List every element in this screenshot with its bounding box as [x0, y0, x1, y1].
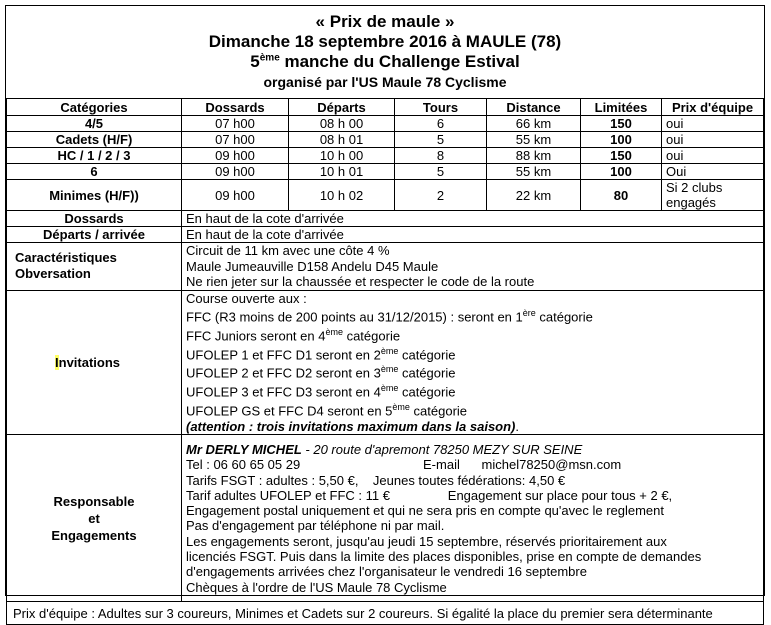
col-header: Distance	[487, 99, 581, 116]
caracteristiques-label-line: Caractéristiques	[15, 250, 117, 266]
dossards-location-row	[7, 211, 764, 227]
race-document	[5, 5, 765, 621]
responsable-label	[7, 435, 182, 602]
footer-note: Prix d'équipe : Adultes sur 3 coureurs, Minimes et Cadets sur 2 coureurs. Si égalité la place du premier sera déterminante	[7, 602, 764, 625]
race-title: « Prix de maule »	[315, 12, 455, 31]
race-date: Dimanche 18 septembre 2016 à MAULE (78)	[208, 32, 562, 51]
invitations-intro: Course ouverte aux :	[186, 290, 307, 306]
category-cell: Cadets (H/F)	[7, 132, 182, 148]
prix-cell: oui	[662, 132, 764, 148]
caracteristiques-label	[7, 243, 182, 291]
responsable-label-line: Engagements	[51, 527, 137, 543]
invitations-label-rest: nvitations	[58, 354, 121, 370]
departs-label: Départs / arrivée	[7, 227, 182, 243]
responsable-tel: Tel : 06 60 65 05 29	[186, 457, 301, 473]
invitation-line: UFOLEP 3 et FFC D3 seront en 4ème catégorie	[186, 383, 456, 400]
responsable-label-line: Responsable	[53, 493, 135, 509]
engagement-line: Pas d'engagement par téléphone ni par mail.	[186, 518, 445, 534]
caracteristiques-row	[7, 243, 764, 291]
table-row	[7, 180, 764, 211]
contact-line	[186, 457, 759, 472]
responsable-name: Mr DERLY MICHEL	[186, 441, 302, 457]
invitation-line: FFC (R3 moins de 200 points au 31/12/2015) : seront en 1ère catégorie	[186, 308, 593, 325]
col-header: Départs	[289, 99, 395, 116]
caracteristiques-line: Ne rien jeter sur la chaussée et respecter le code de la route	[186, 274, 535, 289]
dossards-cell: 07 h00	[182, 116, 289, 132]
limitees-cell: 100	[581, 132, 662, 148]
responsable-content	[182, 435, 764, 602]
prix-cell: Oui	[662, 164, 764, 180]
responsable-row	[7, 435, 764, 602]
footer-row	[7, 602, 764, 625]
dossards-label: Dossards	[7, 211, 182, 227]
col-header: Tours	[395, 99, 487, 116]
challenge-line	[6, 52, 764, 72]
engagement-line: d'engagements arrivées chez l'organisateur le vendredi 16 septembre	[186, 564, 587, 580]
departs-cell: 08 h 00	[289, 116, 395, 132]
departs-cell: 10 h 01	[289, 164, 395, 180]
responsable-address: - 20 route d'apremont 78250 MEZY SUR SEINE	[301, 441, 583, 457]
departs-cell: 08 h 01	[289, 132, 395, 148]
limitees-cell: 100	[581, 164, 662, 180]
departs-location-row	[7, 227, 764, 243]
tours-cell: 8	[395, 148, 487, 164]
table-row	[7, 132, 764, 148]
invitations-attention: (attention : trois invitations maximum dans la saison).	[186, 418, 520, 434]
table-header-row	[7, 99, 764, 116]
caracteristiques-content	[182, 243, 764, 291]
responsable-contact	[186, 442, 759, 457]
race-table	[6, 98, 764, 625]
category-cell: HC / 1 / 2 / 3	[7, 148, 182, 164]
engagement-line: Les engagements seront, jusqu'au jeudi 15 septembre, réservés prioritairement aux	[186, 533, 667, 549]
dossards-cell: 09 h00	[182, 148, 289, 164]
observation-label-line: Obversation	[15, 266, 91, 282]
departs-location: En haut de la cote d'arrivée	[182, 227, 764, 243]
category-cell: Minimes (H/F))	[7, 180, 182, 211]
responsable-label-line: et	[88, 510, 100, 526]
caracteristiques-line: Maule Jumeauville D158 Andelu D45 Maule	[186, 258, 439, 274]
limitees-cell: 150	[581, 148, 662, 164]
engagement-line: Engagement postal uniquement et qui ne sera pris en compte qu'avec le reglement	[186, 503, 664, 519]
invitation-line: FFC Juniors seront en 4ème catégorie	[186, 326, 401, 344]
dossards-location: En haut de la cote d'arrivée	[182, 211, 764, 227]
col-header: Limitées	[581, 99, 662, 116]
departs-cell: 10 h 02	[289, 180, 395, 211]
tours-cell: 5	[395, 132, 487, 148]
invitation-line: UFOLEP 2 et FFC D2 seront en 3ème catégorie	[186, 364, 456, 381]
category-cell: 6	[7, 164, 182, 180]
distance-cell: 66 km	[487, 116, 581, 132]
invitation-line: UFOLEP GS et FFC D4 seront en 5ème catégorie	[186, 402, 468, 419]
tours-cell: 6	[395, 116, 487, 132]
dossards-cell: 09 h00	[182, 180, 289, 211]
manche-number: 5	[250, 52, 260, 71]
distance-cell: 88 km	[487, 148, 581, 164]
limitees-cell: 150	[581, 116, 662, 132]
limitees-cell: 80	[581, 180, 662, 211]
prix-cell: oui	[662, 116, 764, 132]
category-cell: 4/5	[7, 116, 182, 132]
tours-cell: 5	[395, 164, 487, 180]
col-header: Prix d'équipe	[662, 99, 764, 116]
distance-cell: 22 km	[487, 180, 581, 211]
prix-cell: oui	[662, 148, 764, 164]
invitation-line: UFOLEP 1 et FFC D1 seront en 2ème catégorie	[186, 345, 456, 362]
invitations-label	[7, 290, 182, 435]
manche-sup: ème	[259, 52, 280, 64]
table-row	[7, 164, 764, 180]
engagement-line: Chèques à l'ordre de l'US Maule 78 Cyclisme	[186, 579, 447, 595]
table-row	[7, 116, 764, 132]
invitations-label-first: I	[55, 354, 59, 370]
caracteristiques-line: Circuit de 11 km avec une côte 4 %	[186, 243, 390, 258]
col-header: Catégories	[7, 99, 182, 116]
distance-cell: 55 km	[487, 132, 581, 148]
distance-cell: 55 km	[487, 164, 581, 180]
prix-cell: Si 2 clubs engagés	[662, 180, 764, 211]
organizer-line: organisé par l'US Maule 78 Cyclisme	[263, 74, 507, 90]
email-label: E-mail	[423, 457, 460, 473]
tarif-line: Tarifs FSGT : adultes : 5,50 €, Jeunes toutes fédérations: 4,50 €	[186, 472, 566, 488]
invitations-row	[7, 290, 764, 435]
table-row	[7, 148, 764, 164]
invitations-content	[182, 290, 764, 435]
dossards-cell: 07 h00	[182, 132, 289, 148]
col-header: Dossards	[182, 99, 289, 116]
manche-text: manche du Challenge Estival	[279, 52, 520, 71]
tours-cell: 2	[395, 180, 487, 211]
departs-cell: 10 h 00	[289, 148, 395, 164]
engagement-line: licenciés FSGT. Puis dans la limite des places disponibles, prise en compte de demandes	[186, 549, 702, 565]
dossards-cell: 09 h00	[182, 164, 289, 180]
tarif-line: Tarif adultes UFOLEP et FFC : 11 € Engagement sur place pour tous + 2 €,	[186, 487, 673, 503]
responsable-email[interactable]: michel78250@msn.com	[481, 457, 622, 473]
